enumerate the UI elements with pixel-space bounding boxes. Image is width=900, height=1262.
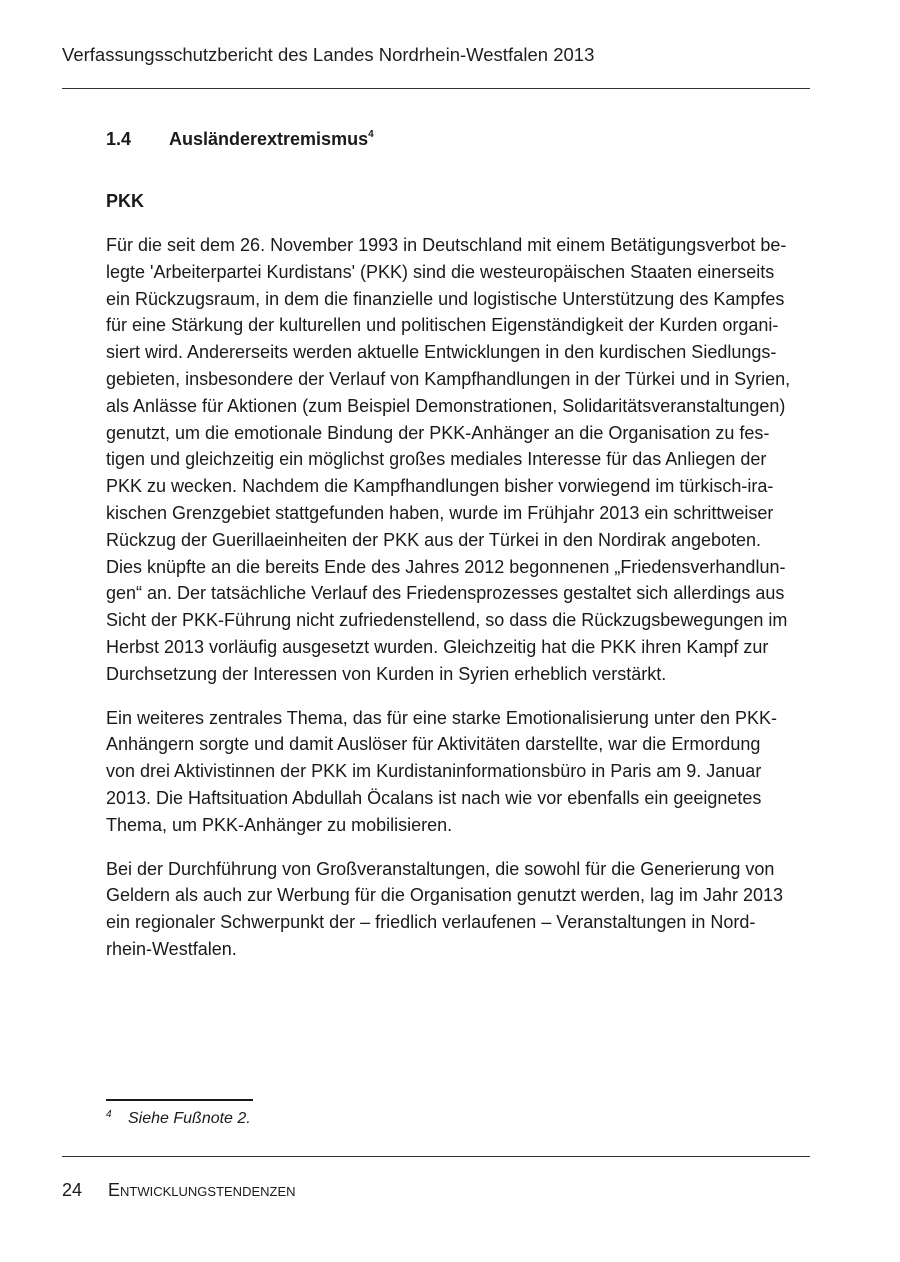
text-line: Geldern als auch zur Werbung für die Organisation genutzt werden, lag im Jahr 2013	[106, 885, 784, 906]
text-line: gen“ an. Der tatsächliche Verlauf des Friedensprozesses gestaltet sich allerdings aus	[106, 583, 785, 604]
text-line: legte 'Arbeiterpartei Kurdistans' (PKK) sind die westeuropäischen Staaten einerseits	[106, 261, 775, 282]
text-line: Anhängern sorgte und damit Auslöser für Aktivitäten darstellte, war die Ermordung	[106, 734, 761, 755]
text-line: als Anlässe für Aktionen (zum Beispiel Demonstrationen, Solidaritätsveranstaltungen)	[106, 395, 786, 416]
chapter-name: Entwicklungstendenzen	[108, 1180, 296, 1200]
running-header: Verfassungsschutzbericht des Landes Nordrhein-Westfalen 2013	[62, 44, 595, 65]
text-line: ein regionaler Schwerpunkt der – friedlich verlaufenen – Veranstaltungen in Nord-	[106, 912, 756, 933]
text-line: PKK zu wecken. Nachdem die Kampfhandlungen bisher vorwiegend im türkisch-ira-	[106, 476, 774, 497]
subsection-heading: PKK	[106, 191, 145, 211]
text-line: Herbst 2013 vorläufig ausgesetzt wurden. Gleichzeitig hat die PKK ihren Kampf zur	[106, 636, 769, 657]
text-line: rhein-Westfalen.	[106, 938, 237, 959]
text-line: für eine Stärkung der kulturellen und politischen Eigenständigkeit der Kurden organi-	[106, 315, 779, 336]
section-number: 1.4	[106, 129, 132, 149]
footnote-reference: 4	[368, 129, 374, 140]
footnote	[106, 1109, 251, 1128]
text-line: gebieten, insbesondere der Verlauf von Kampfhandlungen in der Türkei und in Syrien,	[106, 368, 791, 389]
text-line: Ein weiteres zentrales Thema, das für eine starke Emotionalisierung unter den PKK-	[106, 707, 778, 728]
text-line: Sicht der PKK-Führung nicht zufriedenstellend, so dass die Rückzugsbewegungen im	[106, 610, 788, 631]
header-rule	[62, 88, 810, 89]
paragraph	[106, 705, 818, 839]
text-line: Für die seit dem 26. November 1993 in Deutschland mit einem Betätigungsverbot be-	[106, 235, 787, 255]
text-line: genutzt, um die emotionale Bindung der PKK-Anhänger an die Organisation zu fes-	[106, 422, 770, 443]
section-title: Ausländerextremismus	[169, 129, 369, 149]
footnote-rule	[106, 1099, 253, 1101]
text-line: Bei der Durchführung von Großveranstaltungen, die sowohl für die Generierung von	[106, 858, 775, 879]
paragraph	[106, 232, 818, 688]
text-line: Rückzug der Guerillaeinheiten der PKK aus der Türkei in den Nordirak angeboten.	[106, 529, 762, 550]
text-line: tigen und gleichzeitig ein möglichst großes mediales Interesse für das Anliegen der	[106, 449, 767, 470]
footnote-text: Siehe Fußnote 2.	[128, 1110, 251, 1127]
text-line: ein Rückzugsraum, in dem die finanzielle und logistische Unterstützung des Kampfes	[106, 288, 785, 309]
text-line: Durchsetzung der Interessen von Kurden in Syrien erheblich verstärkt.	[106, 663, 667, 684]
text-line: kischen Grenzgebiet stattgefunden haben, wurde im Frühjahr 2013 ein schrittweiser	[106, 502, 774, 523]
text-line: 2013. Die Haftsituation Abdullah Öcalans ist nach wie vor ebenfalls ein geeignetes	[106, 787, 762, 808]
text-line: Dies knüpfte an die bereits Ende des Jahres 2012 begonnenen „Friedensverhandlun-	[106, 556, 786, 577]
text-line: Thema, um PKK-Anhänger zu mobilisieren.	[106, 814, 453, 835]
body-text	[106, 232, 818, 980]
page-number: 24	[62, 1180, 83, 1200]
paragraph	[106, 856, 818, 963]
text-line: von drei Aktivistinnen der PKK im Kurdistaninformationsbüro in Paris am 9. Januar	[106, 761, 762, 782]
footer-rule	[62, 1156, 810, 1157]
text-line: siert wird. Andererseits werden aktuelle Entwicklungen in den kurdischen Siedlungs-	[106, 342, 777, 363]
page-footer	[62, 1180, 296, 1201]
footnote-marker: 4	[106, 1109, 112, 1120]
section-heading	[106, 129, 374, 150]
